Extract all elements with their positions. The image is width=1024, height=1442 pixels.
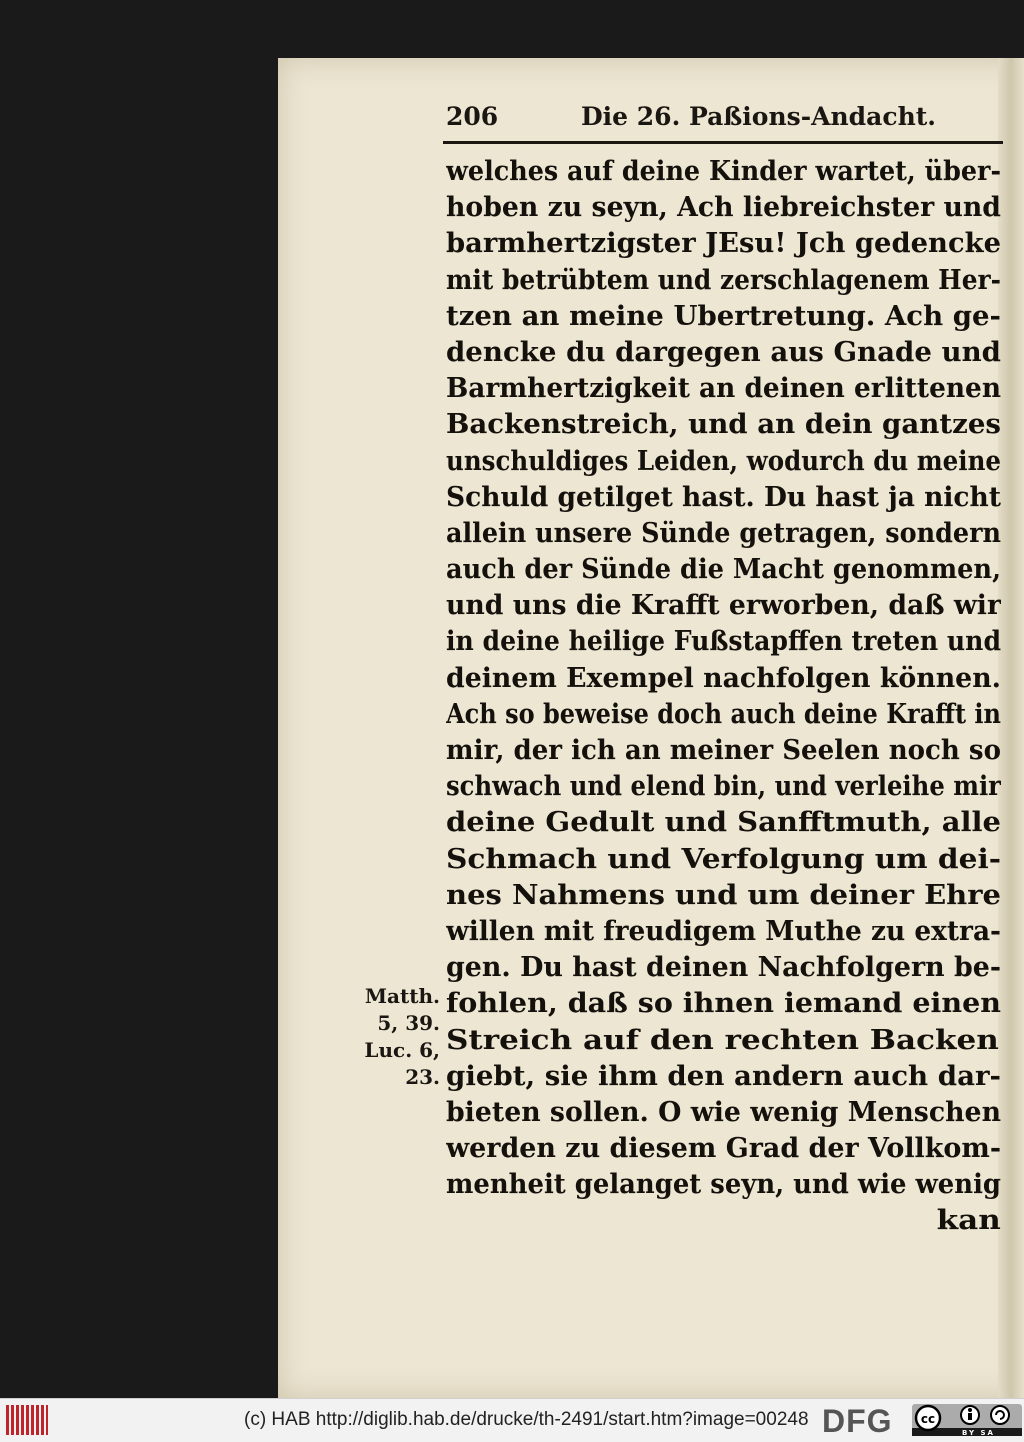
hab-logo-icon [6,1405,48,1435]
text-line: Schuld getilget hast. Du hast ja nicht [446,481,1001,513]
body-text [446,154,1001,1240]
text-line: willen mit freudigem Muthe zu extra- [446,915,1001,947]
text-line: Streich auf den rechten Backen [446,1024,999,1056]
text-line: und uns die Krafft erworben, daß wir [446,590,1001,622]
page-header [446,102,1006,138]
text-line: dencke du dargegen aus Gnade und [446,336,1001,368]
text-line: Barmhertzigkeit an deinen erlittenen [446,373,1001,405]
catchword: kan [936,1205,1001,1237]
text-line: deinem Exempel nachfolgen können. [446,662,1001,694]
text-line: tzen an meine Ubertretung. Ach ge- [446,300,1001,332]
text-line: nes Nahmens und um deiner Ehre [446,879,1001,911]
viewer-footer [0,1398,1024,1442]
margin-note-line: Matth. [364,984,440,1008]
text-line: allein unsere Sünde getragen, sondern [446,517,1001,549]
text-line: bieten sollen. O wie wenig Menschen [446,1096,1001,1128]
text-line: Schmach und Verfolgung um dei- [446,843,1001,875]
text-line: auch der Sünde die Macht genommen, [446,554,1001,586]
text-line: fohlen, daß so ihnen iemand einen [446,988,1001,1020]
text-line: welches auf deine Kinder wartet, über- [446,156,1001,187]
text-line: gen. Du hast deinen Nachfolgern be- [446,952,1001,984]
license-label: BY SA [962,1429,995,1437]
text-line: menheit gelanget seyn, und wie wenig [446,1169,1001,1201]
running-title: Die 26. Paßions-Andacht. [581,102,937,131]
text-line: in deine heilige Fußstapffen treten und [446,626,1001,658]
margin-note-line: 5, 39. [377,1011,440,1035]
copyright-link[interactable]: (c) HAB http://diglib.hab.de/drucke/th-2491/start.htm?image=00248 [244,1409,809,1430]
header-rule [443,141,1003,144]
text-line: Ach so beweise doch auch deine Krafft in [446,698,1001,730]
text-line: mir, der ich an meiner Seelen noch so [446,735,1001,766]
text-line: giebt, sie ihm den andern auch dar- [446,1060,1001,1092]
margin-note-line: Luc. 6, [364,1038,440,1062]
page-edge [998,58,1024,1398]
text-line: hoben zu seyn, Ach liebreichster und [446,192,1001,224]
text-line: deine Gedult und Sanfftmuth, alle [446,807,1001,839]
text-line: mit betrübtem und zerschlagenem Her- [446,264,1001,296]
text-line: unschuldiges Leiden, wodurch du meine [446,445,1001,477]
text-line: Backenstreich, und an dein gantzes [446,409,1001,441]
margin-note-line: 23. [405,1065,440,1089]
text-line: barmhertzigster JEsu! Jch gedencke [446,228,1001,260]
dfg-logo: DFG [822,1403,893,1439]
page-number: 206 [446,102,499,131]
book-page [278,58,1024,1398]
margin-note [350,983,440,1091]
text-line: werden zu diesem Grad der Vollkom- [446,1133,1001,1165]
svg-text:cc: cc [920,1412,936,1426]
text-line: schwach und elend bin, und verleihe mir [446,771,1001,803]
